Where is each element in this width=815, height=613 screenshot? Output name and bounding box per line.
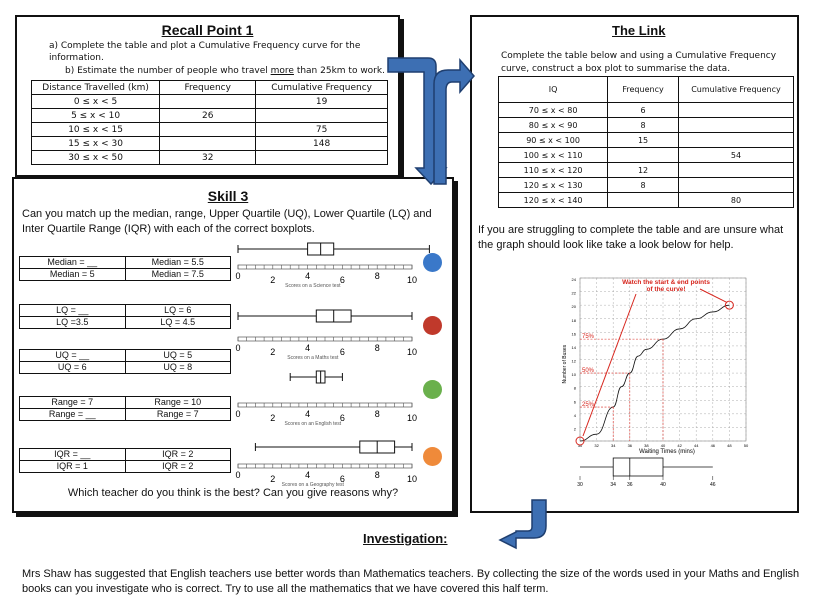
table-cell: 120 ≤ x < 130 xyxy=(499,178,608,193)
match-text: LQ = __ xyxy=(56,305,89,315)
x-tick-label: 50 xyxy=(743,443,749,448)
x-tick-label: 46 xyxy=(710,443,716,448)
x-tick-label: 38 xyxy=(644,443,649,448)
y-tick-label: 2 xyxy=(573,426,576,432)
table-cell: 70 ≤ x < 80 xyxy=(499,103,608,118)
axis-tick-label: 2 xyxy=(270,275,276,285)
arrow-skill-to-link-icon xyxy=(434,60,474,184)
axis-tick-label: 2 xyxy=(270,413,276,423)
axis-tick-label: 8 xyxy=(374,409,380,419)
y-tick-label: 16 xyxy=(571,331,576,337)
table-cell: 30 ≤ x < 50 xyxy=(32,151,160,165)
skill-description: Can you match up the median, range, Upper Quartile (UQ), Lower Quartile (LQ) and Inter Quartile Range (IQR) with each of the correct boxplots. xyxy=(22,208,432,235)
match-text: Range = __ xyxy=(48,409,96,419)
arrow-link-to-investigation-icon xyxy=(500,500,546,548)
table-cell: 0 ≤ x < 5 xyxy=(32,95,160,109)
percentile-label: 50% xyxy=(582,368,595,375)
help-boxplot-label: 36 xyxy=(627,482,633,488)
axis-tick-label: 0 xyxy=(235,343,241,353)
axis-tick-label: 4 xyxy=(305,343,311,353)
table-cell: 19 xyxy=(256,95,388,109)
match-text: Range = 7 xyxy=(51,397,94,407)
x-tick-label: 40 xyxy=(660,443,666,448)
match-text: IQR = __ xyxy=(54,449,91,459)
table-cell: 10 ≤ x < 15 xyxy=(32,123,160,137)
table-cell: 80 xyxy=(678,193,793,208)
axis-tick-label: 2 xyxy=(270,474,276,484)
axis-tick-label: 4 xyxy=(305,409,311,419)
link-title: The Link xyxy=(612,23,666,38)
table-header: IQ xyxy=(499,77,608,103)
x-tick-label: 44 xyxy=(693,443,699,448)
axis-caption: Scores on an English test xyxy=(284,421,342,427)
match-text: UQ = 5 xyxy=(125,350,231,361)
x-tick-label: 34 xyxy=(610,443,616,448)
help-boxplot-label: 40 xyxy=(660,482,666,488)
axis-tick-label: 10 xyxy=(406,413,418,423)
help-boxplot-label: 34 xyxy=(610,482,616,488)
y-tick-label: 10 xyxy=(571,372,576,378)
table-header: Distance Travelled (km) xyxy=(32,81,160,95)
match-text: Median = __ xyxy=(47,257,98,267)
table-header: Cumulative Frequency xyxy=(678,77,793,103)
match-text: IQR = 2 xyxy=(125,461,231,472)
link-instruction: Complete the table below and using a Cumulative Frequency curve, construct a box plot to summarise the data. xyxy=(501,51,777,74)
axis-tick-label: 2 xyxy=(270,347,276,357)
y-tick-label: 22 xyxy=(571,290,576,296)
table-cell: 100 ≤ x < 110 xyxy=(499,148,608,163)
axis-caption: Scores on a Science test xyxy=(285,283,341,289)
axis-tick-label: 6 xyxy=(339,275,345,285)
axis-caption: Scores on a Maths test xyxy=(287,355,339,361)
axis-tick-label: 0 xyxy=(235,470,241,480)
table-cell: 15 xyxy=(608,133,679,148)
match-text: Median = 7.5 xyxy=(125,269,231,280)
match-text: Median = 5 xyxy=(49,269,95,279)
y-tick-label: 6 xyxy=(573,399,576,405)
axis-tick-label: 8 xyxy=(374,271,380,281)
table-cell: 5 ≤ x < 10 xyxy=(32,109,160,123)
recall-instruction-b: b) Estimate the number of people who travel more than 25km to work. xyxy=(65,66,385,76)
table-cell: 15 ≤ x < 30 xyxy=(32,137,160,151)
match-text: UQ = __ xyxy=(55,350,90,360)
y-tick-label: 18 xyxy=(571,317,576,323)
x-axis-label: Waiting Times (mins) xyxy=(639,449,695,455)
y-tick-label: 8 xyxy=(573,385,576,391)
match-text: Range = 7 xyxy=(125,409,231,420)
help-boxplot-label: 46 xyxy=(710,482,716,488)
x-tick-label: 32 xyxy=(594,443,599,448)
axis-tick-label: 6 xyxy=(339,474,345,484)
axis-tick-label: 10 xyxy=(406,275,418,285)
recall-title: Recall Point 1 xyxy=(161,22,254,38)
match-text: IQR = 1 xyxy=(56,461,88,471)
axis-tick-label: 10 xyxy=(406,347,418,357)
table-cell: 148 xyxy=(256,137,388,151)
table-cell: 120 ≤ x < 140 xyxy=(499,193,608,208)
table-cell: 8 xyxy=(608,178,679,193)
axis-tick-label: 4 xyxy=(305,470,311,480)
axis-tick-label: 6 xyxy=(339,413,345,423)
match-text: UQ = 6 xyxy=(57,362,87,372)
x-tick-label: 48 xyxy=(727,443,732,448)
match-text: LQ = 6 xyxy=(125,305,231,316)
y-tick-label: 4 xyxy=(573,412,576,418)
table-cell: 90 ≤ x < 100 xyxy=(499,133,608,148)
table-header: Cumulative Frequency xyxy=(256,81,388,95)
y-axis-label: Number of Buses xyxy=(562,344,568,384)
table-cell: 6 xyxy=(608,103,679,118)
match-text: IQR = 2 xyxy=(125,449,231,460)
recall-instruction-a: a) Complete the table and plot a Cumulative Frequency curve for the information. xyxy=(49,41,361,63)
investigation-text: Mrs Shaw has suggested that English teachers use better words than Mathematics teachers. By collecting the size of the words used in your Maths and English books can you investigate who is correct. Try to use all the mathematics that we have covered this half term. xyxy=(22,568,800,595)
percentile-label: 25% xyxy=(582,402,595,409)
axis-tick-label: 0 xyxy=(235,409,241,419)
investigation-title: Investigation: xyxy=(363,531,448,546)
table-cell: 54 xyxy=(678,148,793,163)
table-header: Frequency xyxy=(160,81,256,95)
table-cell: 80 ≤ x < 90 xyxy=(499,118,608,133)
axis-tick-label: 8 xyxy=(374,343,380,353)
percentile-label: 75% xyxy=(582,334,595,341)
skill-question: Which teacher do you think is the best? Can you give reasons why? xyxy=(67,487,399,499)
y-tick-label: 20 xyxy=(571,304,576,310)
y-tick-label: 12 xyxy=(571,358,576,364)
x-tick-label: 30 xyxy=(577,443,583,448)
table-cell: 12 xyxy=(608,163,679,178)
axis-tick-label: 8 xyxy=(374,470,380,480)
help-boxplot-label: 30 xyxy=(577,482,583,488)
y-tick-label: 14 xyxy=(571,344,576,350)
table-cell: 8 xyxy=(608,118,679,133)
table-header: Frequency xyxy=(608,77,679,103)
axis-tick-label: 10 xyxy=(406,474,418,484)
table-cell: 75 xyxy=(256,123,388,137)
table-cell: 32 xyxy=(160,151,256,165)
annotation-text-1: Watch the start & end points xyxy=(622,279,710,286)
match-text: LQ = 4.5 xyxy=(125,317,231,328)
link-help-text: If you are struggling to complete the table and are unsure what the graph should look like take a look below for help. xyxy=(478,224,784,251)
table-cell: 110 ≤ x < 120 xyxy=(499,163,608,178)
annotation-text-2: of the curve! xyxy=(646,286,686,293)
x-tick-label: 42 xyxy=(677,443,682,448)
axis-tick-label: 0 xyxy=(235,271,241,281)
skill-title: Skill 3 xyxy=(207,188,249,204)
x-tick-label: 36 xyxy=(627,443,633,448)
y-tick-label: 24 xyxy=(571,277,576,282)
match-text: Median = 5.5 xyxy=(125,257,231,268)
axis-caption: Scores on a Geography test xyxy=(281,482,344,488)
axis-tick-label: 6 xyxy=(339,347,345,357)
axis-tick-label: 4 xyxy=(305,271,311,281)
table-cell: 26 xyxy=(160,109,256,123)
match-text: LQ =3.5 xyxy=(56,317,89,327)
match-text: UQ = 8 xyxy=(125,362,231,373)
match-text: Range = 10 xyxy=(125,397,231,408)
